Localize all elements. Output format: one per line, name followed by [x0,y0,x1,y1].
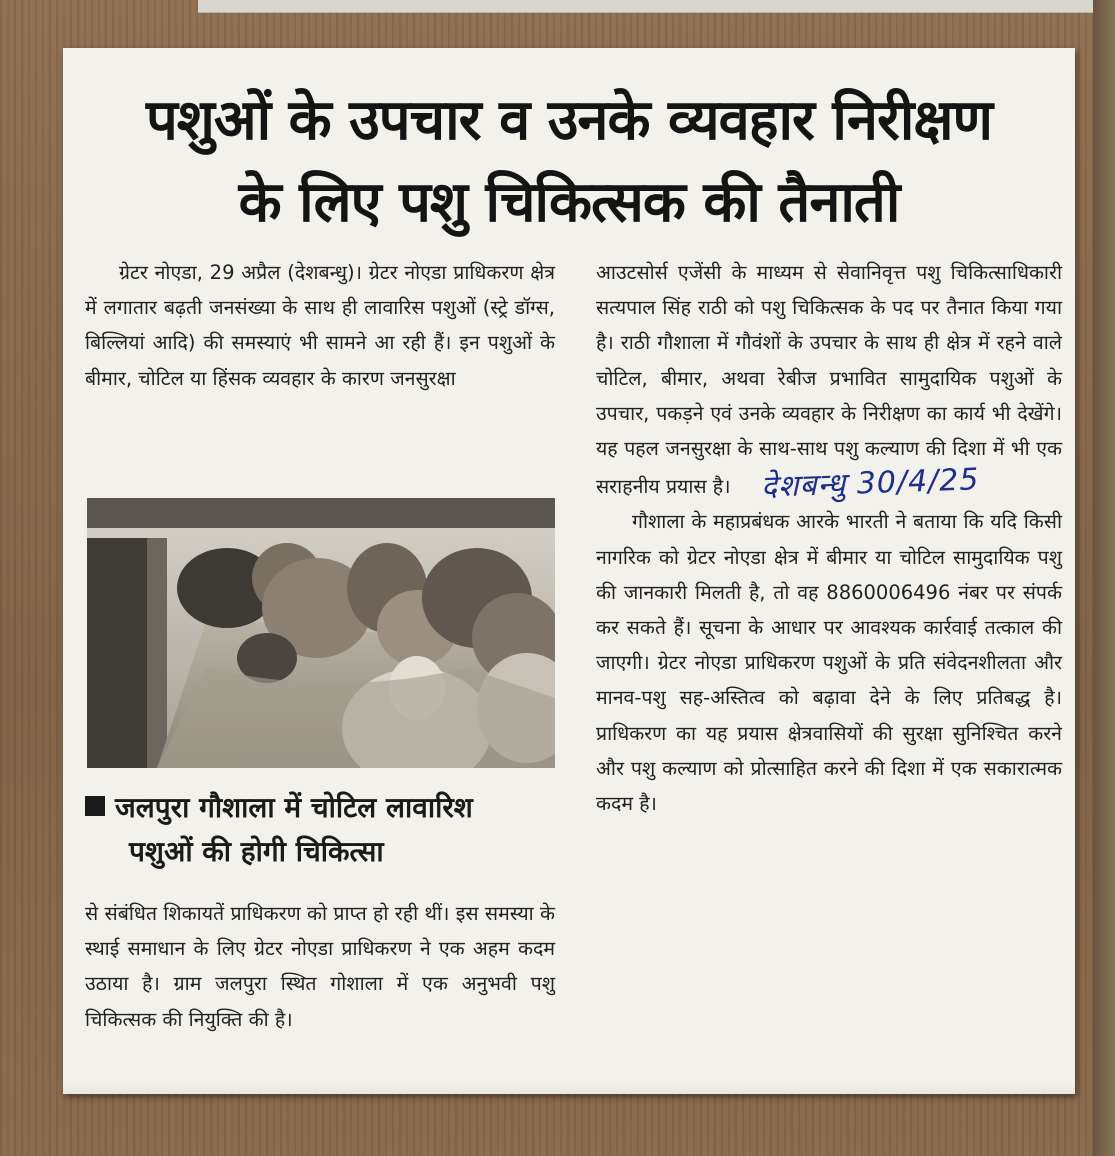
bottom-edge-shadow [63,1080,1075,1094]
headline [63,80,1075,244]
article-paragraph-1 [596,255,1062,504]
board-edge [1093,0,1115,1156]
article-left-column-bottom: से संबंधित शिकायतें प्राधिकरण को प्राप्त हो रही थीं। इस समस्या के स्थाई समाधान के लिए ग्रेटर नोएडा प्राधिकरण ने एक अहम कदम उठाया है। ग्राम जलपुरा स्थित गोशाला में एक अनुभवी पशु चिकित्सक की नियुक्ति की है। [85,902,555,1031]
cattle-photo [87,498,555,768]
paper-top-strip [198,0,1115,13]
newspaper-clipping [63,48,1075,1094]
article-paragraph-1-text: आउटसोर्स एजेंसी के माध्यम से सेवानिवृत्त पशु चिकित्साधिकारी सत्यपाल सिंह राठी को पशु चिकित्सक के पद पर तैनात किया गया है। राठी गौशाला में गौवंशों के उपचार के साथ ही क्षेत्र में रहने वाले चोटिल, बीमार, अथवा रेबीज प्रभावित सामुदायिक पशुओं के उपचार, पकड़ने एवं उनके व्यवहार के निरीक्षण का कार्य भी देखेंगे। यह पहल जनसुरक्षा के साथ-साथ पशु कल्याण की दिशा में भी एक सराहनीय प्रयास है। [596,261,1062,499]
cattle-photo-illustration [87,498,555,768]
handwritten-signature: देशबन्धु 30/4/25 [759,462,980,506]
bullet-square-icon [85,796,105,816]
headline-line-2: के लिए पशु चिकित्सक की तैनाती [238,170,900,235]
photo-subheading [85,786,555,886]
subheading-line-1: जलपुरा गौशाला में चोटिल लावारिश [115,791,473,824]
article-paragraph-2: गौशाला के महाप्रबंधक आरके भारती ने बताया कि यदि किसी नागरिक को ग्रेटर नोएडा क्षेत्र में बीमार या चोटिल सामुदायिक पशु की जानकारी मिलती है, तो वह 8860006496 नंबर पर संपर्क कर सकते हैं। सूचना के आधार पर आवश्यक कार्रवाई तत्काल की जाएगी। ग्रेटर नोएडा प्राधिकरण पशुओं के प्रति संवेदनशीलता और मानव-पशु सह-अस्तित्व को बढ़ावा देने के लिए प्रतिबद्ध है। प्राधिकरण का यह प्रयास क्षेत्रवासियों की सुरक्षा सुनिश्चित करने और पशु कल्याण को प्रोत्साहित करने की दिशा में एक सकारात्मक कदम है। [596,510,1062,816]
headline-line-1: पशुओं के उपचार व उनके व्यवहार निरीक्षण [145,88,993,153]
article-right-column [596,255,1062,821]
article-left-column-top: ग्रेटर नोएडा, 29 अप्रैल (देशबन्धु)। ग्रेटर नोएडा प्राधिकरण क्षेत्र में लगातार बढ़ती जनसंख्या के साथ ही लावारिस पशुओं (स्ट्रे डॉग्स, बिल्लियां आदि) की समस्याएं भी सामने आ रही हैं। इन पशुओं के बीमार, चोटिल या हिंसक व्यवहार के कारण जनसुरक्षा [85,261,555,390]
subheading-line-2: पशुओं की होगी चिकित्सा [129,835,384,868]
